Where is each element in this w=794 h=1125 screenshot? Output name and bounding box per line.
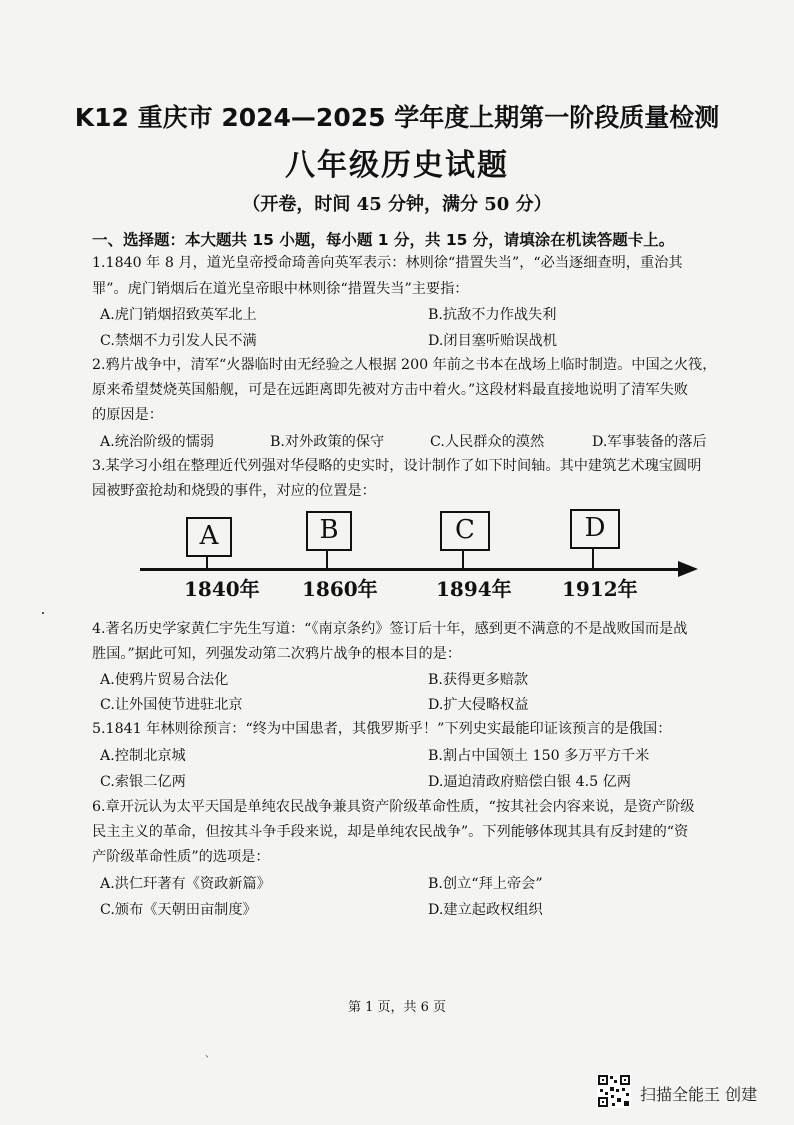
timeline-label-d: D [570,509,620,549]
question-3-line-1: 3.某学习小组在整理近代列强对华侵略的史实时，设计制作了如下时间轴。其中建筑艺术瑰宝圆明 [92,458,702,474]
question-6-option-b: B.创立“拜上帝会” [428,876,543,892]
timeline-stem-d [592,547,594,569]
timeline-axis [140,568,680,571]
question-2-line-3: 的原因是： [92,407,163,423]
exam-title: K12 重庆市 2024—2025 学年度上期第一阶段质量检测 [74,103,720,132]
scan-speck [42,612,44,614]
question-4-option-b: B.获得更多赔款 [428,672,529,688]
question-4-option-d: D.扩大侵略权益 [428,697,529,713]
question-6-option-d: D.建立起政权组织 [428,902,543,918]
question-1-line-2: 罪”。虎门销烟后在道光皇帝眼中林则徐“措置失当”主要指： [92,281,469,297]
scanner-watermark: 扫描全能王 创建 [640,1085,758,1104]
question-6-line-3: 产阶级革命性质”的选项是： [92,849,270,865]
question-1-option-d: D.闭目塞听贻误战机 [428,333,557,349]
question-6-line-2: 民主主义的革命，但按其斗争手段来说，却是单纯农民战争”。下列能够体现其具有反封建的“资 [92,824,689,840]
question-6-option-a: A.洪仁玕著有《资政新篇》 [100,876,271,892]
question-2-line-1: 2.鸦片战争中，清军“火器临时由无经验之人根据 200 年前之书本在战场上临时制造。中国之火筏， [92,357,717,373]
history-timeline [130,505,710,605]
timeline-year-1860: 1860年 [302,577,378,601]
timeline-year-1894: 1894年 [436,577,512,601]
question-6-option-c: C.颁布《天朝田亩制度》 [100,902,257,918]
timeline-stem-b [326,549,328,569]
question-4-option-a: A.使鸦片贸易合法化 [100,672,229,688]
timeline-label-a: A [186,517,232,557]
qr-code-icon [597,1074,631,1108]
question-3-line-2: 园被野蛮抢劫和烧毁的事件，对应的位置是： [92,483,376,499]
timeline-year-1912: 1912年 [562,577,638,601]
timeline-label-c: C [440,511,490,551]
question-2-option-b: B.对外政策的保守 [270,434,385,450]
question-5-option-c: C.索银二亿两 [100,774,186,790]
subject-title: 八年级历史试题 [285,148,509,183]
question-5-option-a: A.控制北京城 [100,748,186,764]
question-1-option-a: A.虎门销烟招致英军北上 [100,307,257,323]
section-heading: 一、选择题：本大题共 15 小题，每小题 1 分，共 15 分，请填涂在机读答题卡上。 [92,231,675,249]
question-1-option-c: C.禁烟不力引发人民不满 [100,333,257,349]
question-4-option-c: C.让外国使节进驻北京 [100,697,243,713]
question-5-option-d: D.逼迫清政府赔偿白银 4.5 亿两 [428,774,632,790]
question-4-line-2: 胜国。”据此可知，列强发动第二次鸦片战争的根本目的是： [92,646,462,662]
question-2-option-a: A.统治阶级的懦弱 [100,434,215,450]
timeline-label-b: B [306,511,352,551]
question-6-line-1: 6.章开沅认为太平天国是单纯农民战争兼具资产阶级革命性质，“按其社会内容来说，是资产阶级 [92,799,695,815]
question-1-line-1: 1.1840 年 8 月，道光皇帝授命琦善向英军表示：林则徐“措置失当”，“必当逐细查明，重治其 [92,255,683,271]
page-number: 第 1 页，共 6 页 [347,1000,447,1015]
timeline-arrow-icon [678,561,698,577]
question-2-line-2: 原来希望焚烧英国船舰，可是在远距离即先被对方击中着火。”这段材料最直接地说明了清军失败 [92,382,689,398]
timeline-stem-c [462,549,464,569]
timeline-stem-a [206,555,208,569]
question-4-line-1: 4.著名历史学家黄仁宇先生写道：“《南京条约》签订后十年，感到更不满意的不是战败国而是战 [92,621,688,637]
timeline-year-1840: 1840年 [184,577,260,601]
question-5-line-1: 5.1841 年林则徐预言：“终为中国患者，其俄罗斯乎！”下列史实最能印证该预言的是俄国： [92,721,672,737]
exam-info: （开卷，时间 45 分钟，满分 50 分） [242,194,552,215]
question-1-option-b: B.抗敌不力作战失利 [428,307,557,323]
scan-mark: 、 [205,1049,215,1060]
question-2-option-c: C.人民群众的漠然 [430,434,545,450]
question-2-option-d: D.军事装备的落后 [592,434,707,450]
question-5-option-b: B.割占中国领土 150 多万平方千米 [428,748,650,764]
